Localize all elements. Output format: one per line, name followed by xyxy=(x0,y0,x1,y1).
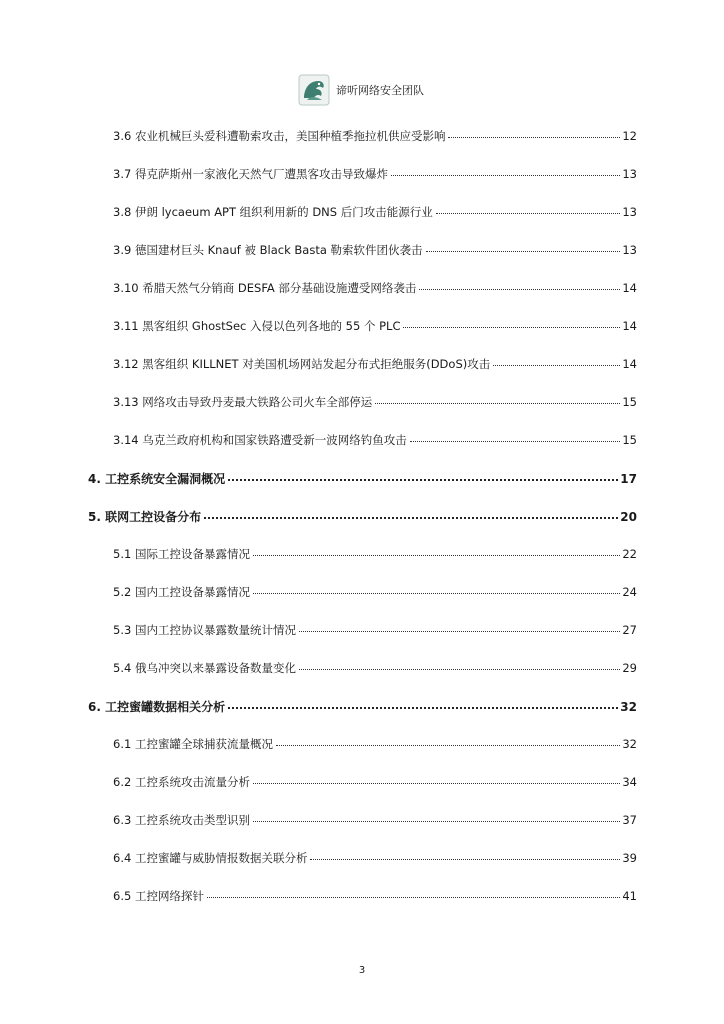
toc-entry-label: 5.4 俄乌冲突以来暴露设备数量变化 xyxy=(113,661,296,675)
dot-leader xyxy=(276,744,620,746)
toc-entry-label: 6.2 工控系统攻击流量分析 xyxy=(113,775,250,789)
toc-entry[interactable] xyxy=(113,280,637,296)
dot-leader xyxy=(426,250,621,252)
dot-leader xyxy=(419,288,620,290)
toc-chapter-entry[interactable] xyxy=(88,470,637,487)
dot-leader xyxy=(253,782,620,784)
toc-entry[interactable] xyxy=(113,850,637,866)
header-title: 谛听网络安全团队 xyxy=(336,84,424,97)
toc-entry-label: 3.6 农业机械巨头爱科遭勒索攻击，美国种植季拖拉机供应受影响 xyxy=(113,129,446,143)
toc-entry[interactable] xyxy=(113,128,637,144)
toc-entry-label: 3.13 网络攻击导致丹麦最大铁路公司火车全部停运 xyxy=(113,395,373,409)
toc-entry[interactable] xyxy=(113,622,637,638)
toc-chapter-entry[interactable] xyxy=(88,508,637,525)
toc-entry-page: 13 xyxy=(622,205,637,219)
toc-entry[interactable] xyxy=(113,660,637,676)
dot-leader xyxy=(410,440,621,442)
toc-entry-label: 6.1 工控蜜罐全球捕获流量概况 xyxy=(113,737,273,751)
toc-entry-label: 6.4 工控蜜罐与威胁情报数据关联分析 xyxy=(113,851,308,865)
toc-entry-label: 3.11 黑客组织 GhostSec 入侵以色列各地的 55 个 PLC xyxy=(113,319,401,333)
dot-leader xyxy=(299,630,620,632)
dot-leader xyxy=(207,896,620,898)
dot-leader xyxy=(436,212,621,214)
toc-entry-page: 22 xyxy=(622,547,637,561)
toc-entry-label: 5.3 国内工控协议暴露数量统计情况 xyxy=(113,623,296,637)
toc-entry[interactable] xyxy=(113,812,637,828)
toc-entry-label: 5. 联网工控设备分布 xyxy=(88,510,202,524)
toc-entry-label: 5.1 国际工控设备暴露情况 xyxy=(113,547,250,561)
toc-entry[interactable] xyxy=(113,166,637,182)
toc-entry-page: 20 xyxy=(620,510,637,524)
toc-entry-page: 15 xyxy=(622,433,637,447)
dot-leader xyxy=(228,706,618,709)
toc-entry-page: 29 xyxy=(622,661,637,675)
toc-entry-label: 3.7 得克萨斯州一家液化天然气厂遭黑客攻击导致爆炸 xyxy=(113,167,388,181)
toc-entry-page: 32 xyxy=(620,700,637,714)
dot-leader xyxy=(310,858,620,860)
dot-leader xyxy=(253,554,620,556)
dot-leader xyxy=(299,668,620,670)
toc-entry-label: 3.12 黑客组织 KILLNET 对美国机场网站发起分布式拒绝服务(DDoS)攻击 xyxy=(113,357,491,371)
toc-entry-page: 37 xyxy=(622,813,637,827)
dot-leader xyxy=(253,592,620,594)
toc-entry-page: 13 xyxy=(622,243,637,257)
toc-entry-page: 32 xyxy=(622,737,637,751)
page-number: 3 xyxy=(358,965,366,976)
toc-entry[interactable] xyxy=(113,736,637,752)
dot-leader xyxy=(253,820,620,822)
dot-leader xyxy=(493,364,620,366)
dot-leader xyxy=(448,136,620,138)
toc-entry[interactable] xyxy=(113,432,637,448)
toc-entry[interactable] xyxy=(113,546,637,562)
toc-entry[interactable] xyxy=(113,394,637,410)
toc-entry-page: 27 xyxy=(622,623,637,637)
toc-entry-label: 3.10 希腊天然气分销商 DESFA 部分基础设施遭受网络袭击 xyxy=(113,281,417,295)
toc-entry-label: 3.8 伊朗 lycaeum APT 组织利用新的 DNS 后门攻击能源行业 xyxy=(113,205,433,219)
toc-entry-label: 3.14 乌克兰政府机构和国家铁路遭受新一波网络钓鱼攻击 xyxy=(113,433,407,447)
toc-chapter-entry[interactable] xyxy=(88,698,637,715)
toc-entry-page: 14 xyxy=(622,357,637,371)
toc-entry-label: 3.9 德国建材巨头 Knauf 被 Black Basta 勒索软件团伙袭击 xyxy=(113,243,423,257)
toc-entry[interactable] xyxy=(113,242,637,258)
toc-entry-page: 39 xyxy=(622,851,637,865)
toc-entry-label: 6.5 工控网络探针 xyxy=(113,889,204,903)
dot-leader xyxy=(391,174,620,176)
dot-leader xyxy=(204,516,618,519)
toc-entry-label: 4. 工控系统安全漏洞概况 xyxy=(88,472,226,486)
toc-entry-label: 6.3 工控系统攻击类型识别 xyxy=(113,813,250,827)
toc-entry[interactable] xyxy=(113,356,637,372)
dot-leader xyxy=(403,326,620,328)
toc-entry-page: 34 xyxy=(622,775,637,789)
toc-entry[interactable] xyxy=(113,584,637,600)
toc-entry[interactable] xyxy=(113,888,637,904)
toc-entry-page: 24 xyxy=(622,585,637,599)
toc-entry-page: 12 xyxy=(622,129,637,143)
toc-entry-page: 41 xyxy=(622,889,637,903)
toc-entry-label: 5.2 国内工控设备暴露情况 xyxy=(113,585,250,599)
dot-leader xyxy=(375,402,620,404)
toc-entry-page: 14 xyxy=(622,319,637,333)
toc-entry-page: 14 xyxy=(622,281,637,295)
toc-entry-page: 13 xyxy=(622,167,637,181)
toc-entry[interactable] xyxy=(113,318,637,334)
toc-entry[interactable] xyxy=(113,774,637,790)
toc-entry-label: 6. 工控蜜罐数据相关分析 xyxy=(88,700,226,714)
toc-entry[interactable] xyxy=(113,204,637,220)
dot-leader xyxy=(228,478,618,481)
toc-entry-page: 17 xyxy=(620,472,637,486)
toc-entry-page: 15 xyxy=(622,395,637,409)
